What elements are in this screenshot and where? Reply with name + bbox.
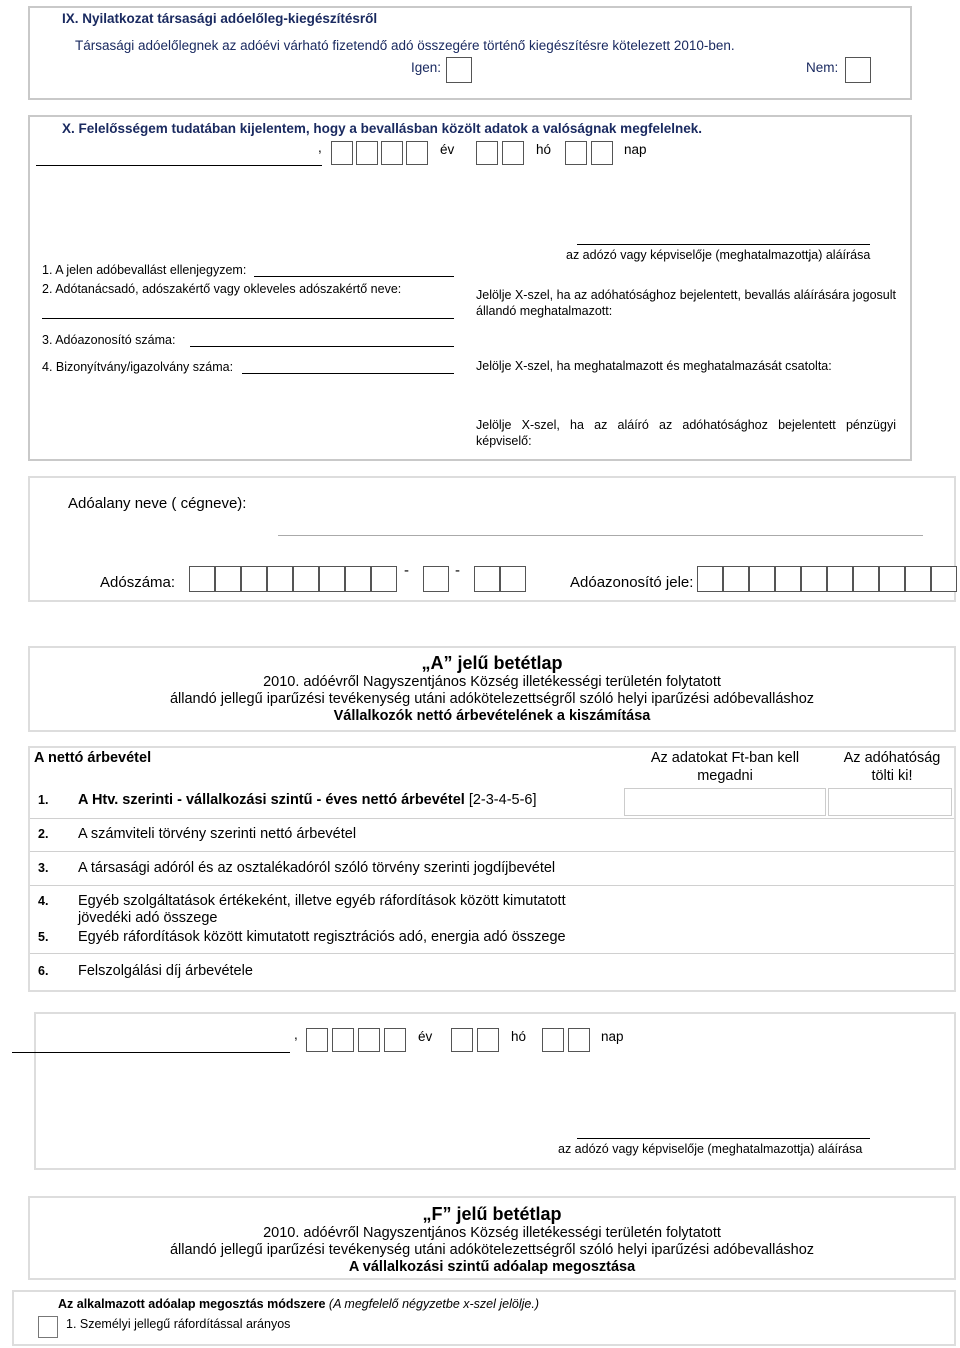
month-digit-1[interactable]: [476, 141, 498, 165]
day-label-2: nap: [601, 1029, 624, 1044]
taxpayer-name-line[interactable]: [278, 535, 923, 536]
sheet-a-title: „A” jelű betétlap: [421, 653, 563, 673]
row-2-num: 2.: [38, 827, 49, 841]
year-label: év: [440, 142, 455, 157]
row-4-label: Egyéb szolgáltatások értékeként, illetve egyéb ráfordítások között kimutatott jövedéki adó összege: [78, 893, 566, 926]
yes-checkbox[interactable]: [446, 57, 472, 83]
row-3-label: A társasági adóról és az osztalékadóról szóló törvény szerinti jogdíjbevétel: [78, 860, 556, 876]
taxpayer-name-label: Adóalany neve ( cégneve):: [68, 495, 247, 512]
row-5-label: Egyéb ráfordítások között kimutatott regisztrációs adó, energia adó összege: [78, 929, 566, 945]
taxid-digit-7[interactable]: [853, 566, 879, 592]
taxid-digit-6[interactable]: [827, 566, 853, 592]
row-3-num: 3.: [38, 861, 49, 875]
section-ix-title: IX. Nyilatkozat társasági adóelőleg-kiegészítésről: [62, 11, 378, 26]
day-digit-2[interactable]: [591, 141, 613, 165]
advisor-name-line[interactable]: [42, 318, 454, 319]
mark-financial-representative: Jelölje X-szel, ha az aláíró az adóhatósághoz bejelentett pénzügyi képviselő:: [476, 418, 896, 448]
year2-digit-4[interactable]: [384, 1028, 406, 1052]
row-4-num: 4.: [38, 894, 49, 908]
option-1-checkbox[interactable]: [38, 1316, 58, 1338]
row-1-label: [78, 792, 537, 808]
year2-digit-2[interactable]: [332, 1028, 354, 1052]
section-ix-statement: Társasági adóelőlegnek az adóévi várható fizetendő adó összegére történő kiegészítésre kötelezett 2010-ben.: [75, 38, 735, 53]
day2-digit-2[interactable]: [568, 1028, 590, 1052]
col-net-revenue: A nettó árbevétel: [34, 750, 152, 766]
taxnum-label: Adószáma:: [100, 574, 176, 591]
row-6-num: 6.: [38, 964, 49, 978]
sheet-a-line1: 2010. adóévről Nagyszentjános Község illetékességi területén folytatott: [263, 674, 721, 690]
sheet-f-line2: állandó jellegű iparűzési tevékenység utáni adókötelezettségről szóló helyi iparűzési adóbevalláshoz: [169, 1242, 815, 1258]
yes-label: Igen:: [411, 60, 442, 75]
year-digit-4[interactable]: [406, 141, 428, 165]
day-label: nap: [624, 142, 647, 157]
row-6-label: Felszolgálási díj árbevétele: [78, 963, 253, 979]
year-label-2: év: [418, 1029, 433, 1044]
no-checkbox[interactable]: [845, 57, 871, 83]
advisor-taxid-line[interactable]: [190, 346, 454, 347]
signature-label-2: az adózó vagy képviselője (meghatalmazottja) aláírása: [558, 1142, 863, 1156]
signature-line: [577, 244, 870, 245]
day-digit-1[interactable]: [565, 141, 587, 165]
countersign-line[interactable]: [254, 276, 454, 277]
section-x-title: X. Felelősségem tudatában kijelentem, hogy a bevallásban közölt adatok a valóságnak megfelelnek.: [62, 121, 702, 136]
taxnum-digit-5[interactable]: [293, 566, 319, 592]
certificate-number-label: 4. Bizonyítvány/igazolvány száma:: [42, 360, 234, 374]
taxid-digit-1[interactable]: [697, 566, 723, 592]
taxnum-digit-6[interactable]: [319, 566, 345, 592]
row-5-num: 5.: [38, 930, 49, 944]
year-digit-3[interactable]: [381, 141, 403, 165]
taxid-digit-3[interactable]: [749, 566, 775, 592]
year-digit-1[interactable]: [331, 141, 353, 165]
advisor-taxid-label: 3. Adóazonosító száma:: [42, 333, 176, 347]
method-bold: Az alkalmazott adóalap megosztás módszere: [58, 1297, 326, 1311]
taxnum-digit-7[interactable]: [345, 566, 371, 592]
place-line-2: [12, 1052, 290, 1053]
certificate-number-line[interactable]: [242, 373, 454, 374]
row-divider: [30, 953, 954, 954]
taxnum-dash-2: -: [455, 562, 460, 579]
taxnum-digit-1[interactable]: [189, 566, 215, 592]
row-1-mid: szerinti - vállalkozási szintű - éves nettó árbevétel: [118, 792, 465, 808]
countersign-label: 1. A jelen adóbevallást ellenjegyzem:: [42, 263, 247, 277]
amount-cell-1[interactable]: [624, 788, 826, 816]
sheet-f-title: „F” jelű betétlap: [422, 1204, 562, 1224]
month2-digit-2[interactable]: [477, 1028, 499, 1052]
method-label: [58, 1297, 539, 1311]
taxid-digit-10[interactable]: [931, 566, 957, 592]
signature-label: az adózó vagy képviselője (meghatalmazottja) aláírása: [566, 248, 871, 262]
year2-digit-1[interactable]: [306, 1028, 328, 1052]
taxid-digit-4[interactable]: [775, 566, 801, 592]
month-digit-2[interactable]: [502, 141, 524, 165]
taxnum-digit-3[interactable]: [241, 566, 267, 592]
taxid-digit-8[interactable]: [879, 566, 905, 592]
sheet-a-line2: állandó jellegű iparűzési tevékenység utáni adókötelezettségről szóló helyi iparűzési adóbevalláshoz: [169, 691, 815, 707]
row-divider: [30, 851, 954, 852]
advisor-name-label: 2. Adótanácsadó, adószakértő vagy okleveles adószakértő neve:: [42, 282, 402, 296]
date-comma: ,: [318, 140, 322, 155]
taxnum-digit-8[interactable]: [371, 566, 397, 592]
row-divider: [30, 885, 954, 886]
signature-line-2: [577, 1138, 870, 1139]
taxnum-digit-2[interactable]: [215, 566, 241, 592]
sheet-a-subtitle: Vállalkozók nettó árbevételének a kiszámítása: [333, 708, 651, 724]
row-2-label: A számviteli törvény szerinti nettó árbevétel: [78, 826, 357, 842]
row-1-post: [2-3-4-5-6]: [464, 792, 537, 808]
taxid-digit-9[interactable]: [905, 566, 931, 592]
row-1-num: 1.: [38, 793, 49, 807]
method-italic: (A megfelelő négyzetbe x-szel jelölje.): [325, 1297, 539, 1311]
month-label-2: hó: [511, 1029, 527, 1044]
mark-attached-authorization: Jelölje X-szel, ha meghatalmazott és meghatalmazását csatolta:: [476, 359, 832, 373]
no-label: Nem:: [806, 60, 839, 75]
year-digit-2[interactable]: [356, 141, 378, 165]
place-line: [36, 165, 322, 166]
date-comma-2: ,: [294, 1027, 298, 1042]
taxid-label: Adóazonosító jele:: [570, 574, 694, 591]
col-ft-unit: Az adatokat Ft-ban kell megadni: [650, 750, 800, 784]
taxnum-digit-11[interactable]: [500, 566, 526, 592]
year2-digit-3[interactable]: [358, 1028, 380, 1052]
month-label: hó: [536, 142, 552, 157]
mark-authorized-representative: Jelölje X-szel, ha az adóhatósághoz bejelentett, bevallás aláírására jogosult állandó meghatalmazott:: [476, 288, 896, 318]
taxnum-digit-4[interactable]: [267, 566, 293, 592]
row-1-pre: A Htv.: [78, 792, 119, 808]
taxid-digit-2[interactable]: [723, 566, 749, 592]
row-divider: [30, 818, 954, 819]
month2-digit-1[interactable]: [451, 1028, 473, 1052]
taxnum-dash-1: -: [404, 562, 409, 579]
sheet-f-subtitle: A vállalkozási szintű adóalap megosztása: [348, 1259, 636, 1275]
taxnum-digit-10[interactable]: [474, 566, 500, 592]
option-1-label: 1. Személyi jellegű ráfordítással arányos: [66, 1317, 291, 1331]
sheet-f-line1: 2010. adóévről Nagyszentjános Község illetékességi területén folytatott: [263, 1225, 721, 1241]
taxid-digit-5[interactable]: [801, 566, 827, 592]
taxnum-digit-9[interactable]: [423, 566, 449, 592]
day2-digit-1[interactable]: [542, 1028, 564, 1052]
authority-cell-1: [828, 788, 952, 816]
col-authority: Az adóhatóság tölti ki!: [843, 750, 941, 784]
